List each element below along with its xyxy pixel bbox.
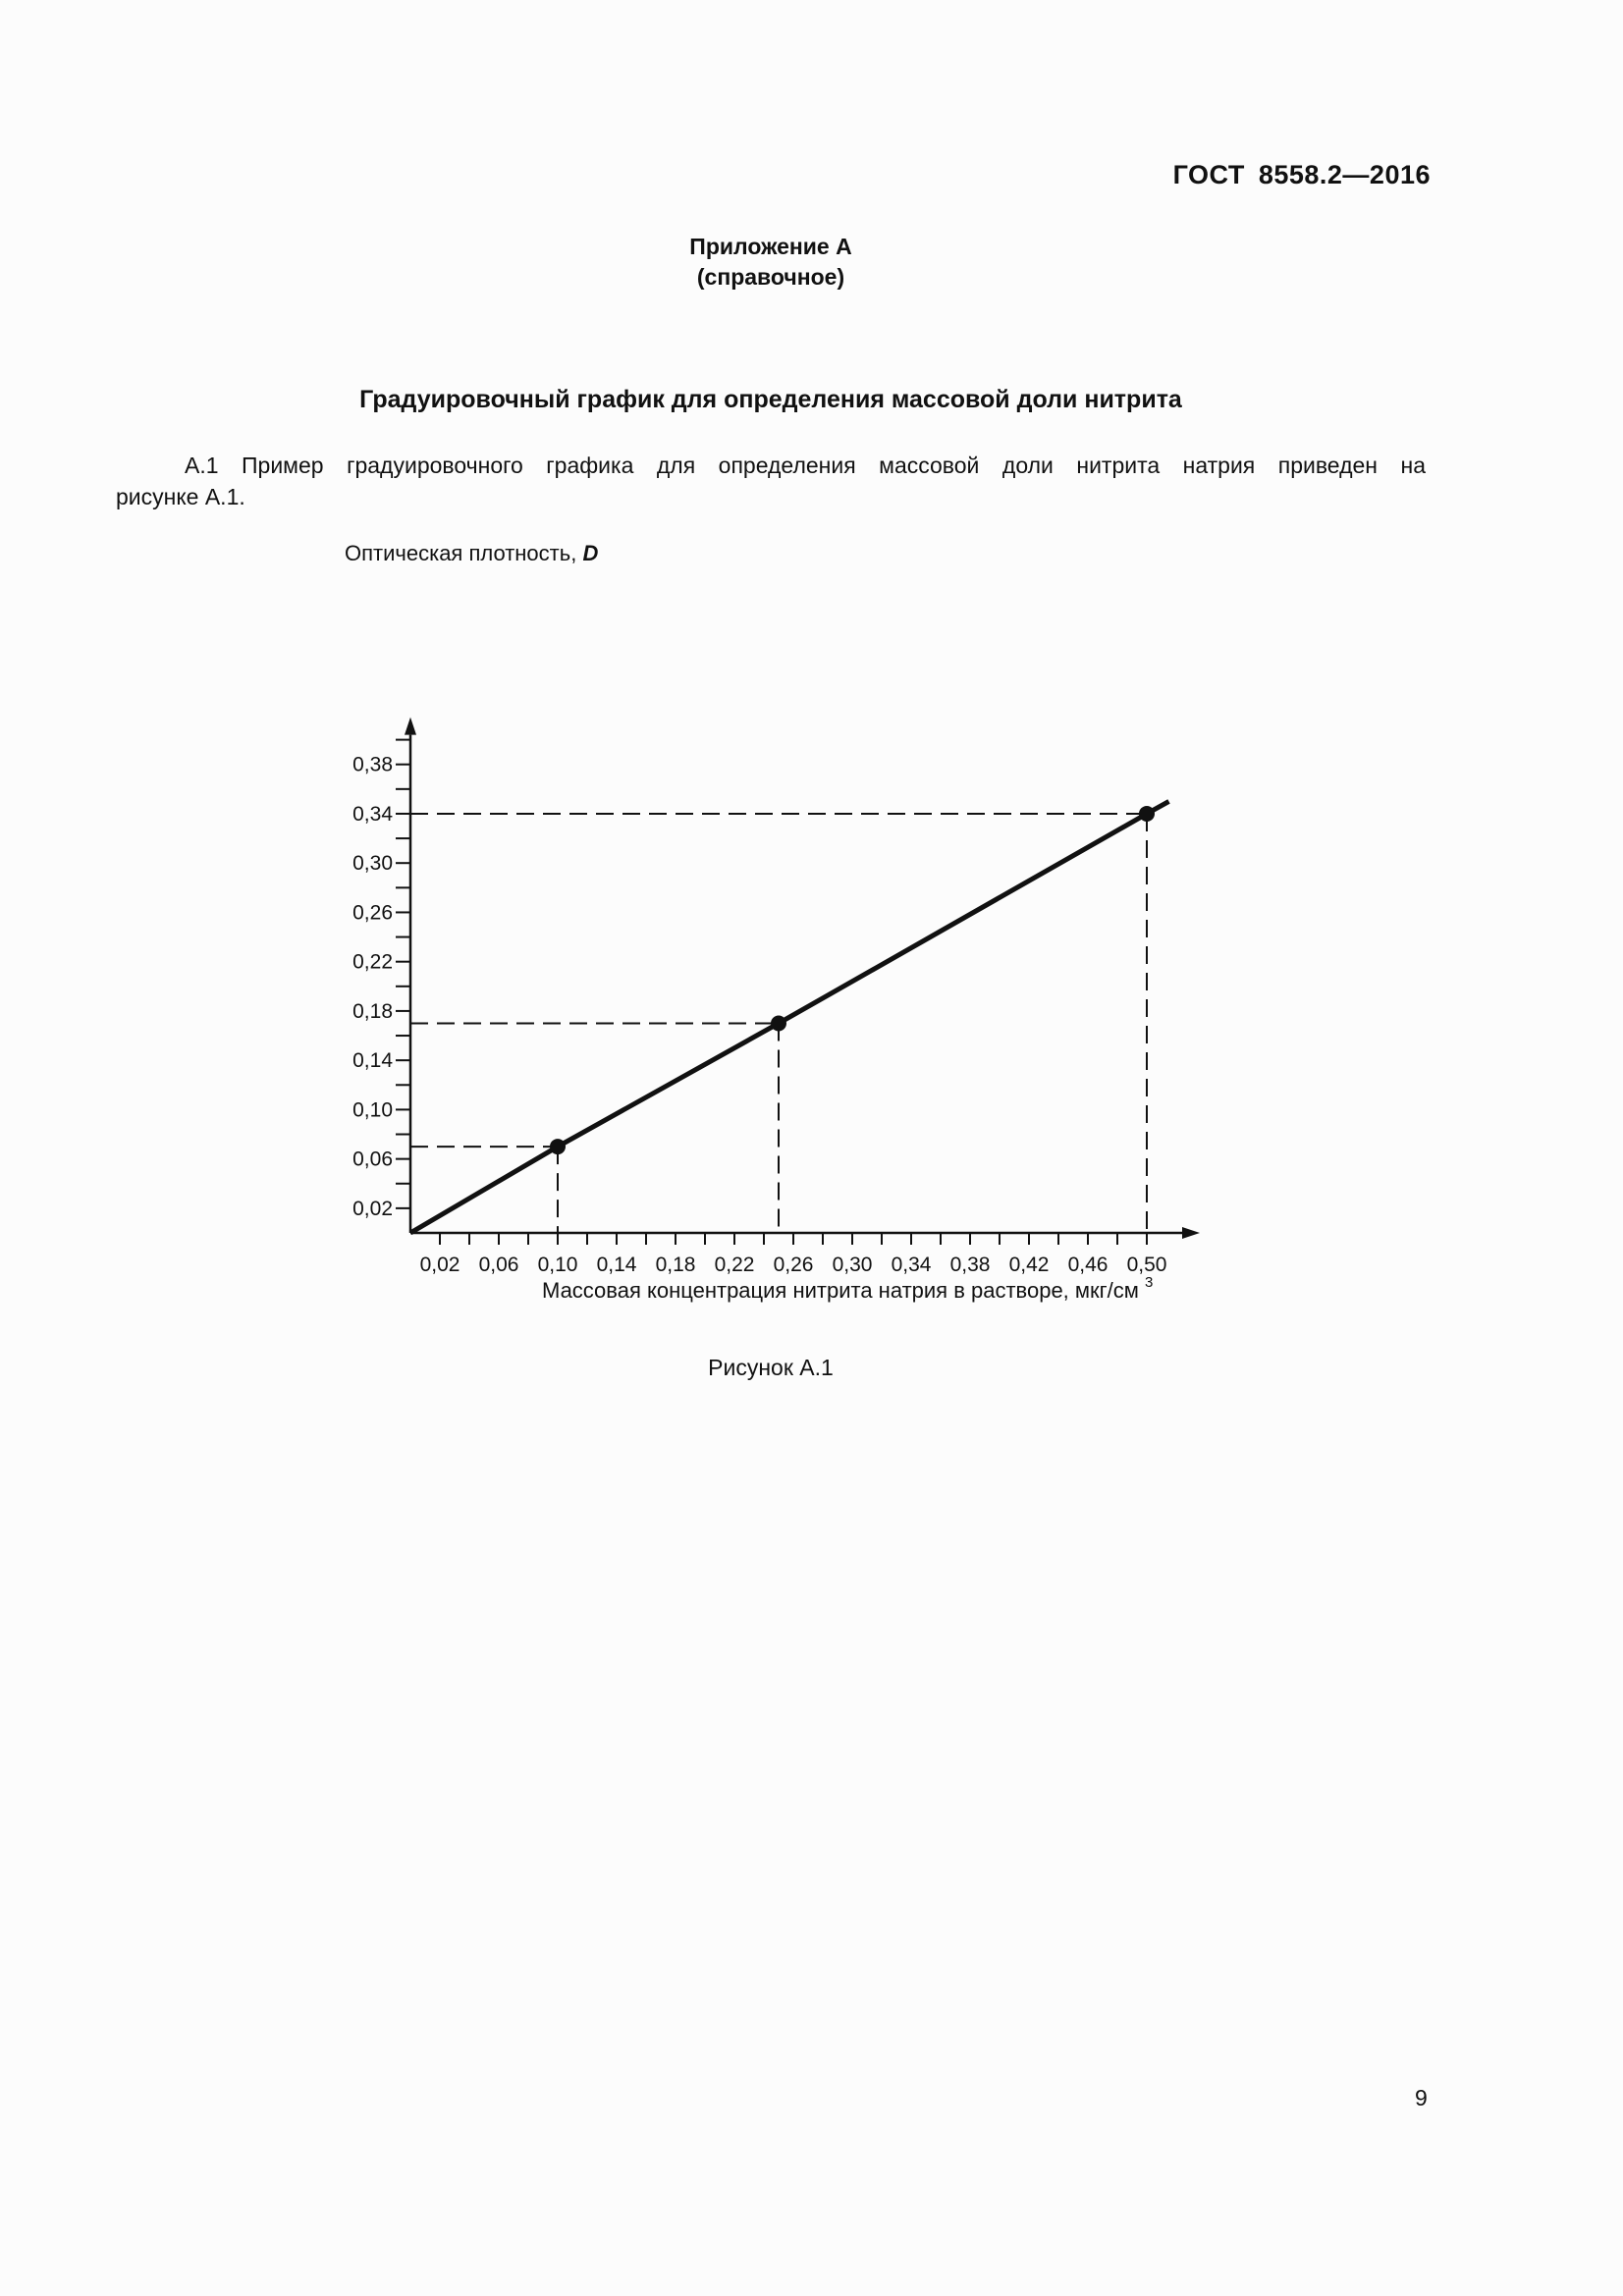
x-tick-label: 0,30 bbox=[832, 1254, 873, 1276]
page-number: 9 bbox=[1415, 2085, 1428, 2110]
x-tick-label: 0,42 bbox=[1008, 1254, 1050, 1276]
section-title: Градуировочный график для определения массовой доли нитрита bbox=[359, 386, 1182, 413]
x-tick-label: 0,38 bbox=[949, 1254, 991, 1276]
annex-subtitle: (справочное) bbox=[696, 264, 845, 290]
y-tick-label: 0,30 bbox=[352, 852, 393, 876]
x-tick-label: 0,26 bbox=[773, 1254, 814, 1276]
paragraph-line-1: А.1 Пример градуировочного графика для определения массовой доли нитрита натрия приведен на bbox=[185, 453, 1426, 478]
x-axis-label bbox=[542, 1274, 1153, 1303]
y-tick-label: 0,38 bbox=[352, 753, 393, 776]
x-tick-label: 0,10 bbox=[537, 1254, 578, 1276]
calibration-line bbox=[410, 801, 1169, 1233]
y-tick-label: 0,06 bbox=[352, 1148, 393, 1171]
y-axis-arrow bbox=[405, 718, 416, 735]
x-tick-label: 0,02 bbox=[419, 1254, 460, 1276]
x-tick-label: 0,06 bbox=[478, 1254, 519, 1276]
x-tick-label: 0,50 bbox=[1126, 1254, 1167, 1276]
figure-caption: Рисунок А.1 bbox=[708, 1355, 834, 1380]
y-tick-label: 0,14 bbox=[352, 1049, 393, 1073]
data-point bbox=[771, 1015, 786, 1031]
x-axis-arrow bbox=[1182, 1227, 1200, 1239]
data-point bbox=[550, 1139, 566, 1154]
x-tick-label: 0,22 bbox=[714, 1254, 755, 1276]
x-tick-label: 0,46 bbox=[1067, 1254, 1109, 1276]
y-tick-label: 0,02 bbox=[352, 1197, 393, 1220]
data-point bbox=[1139, 806, 1155, 822]
y-tick-label: 0,22 bbox=[352, 950, 393, 974]
y-axis-label-symbol: D bbox=[582, 541, 599, 565]
y-tick-label: 0,10 bbox=[352, 1098, 393, 1122]
x-tick-label: 0,34 bbox=[891, 1254, 932, 1276]
y-axis-label bbox=[345, 541, 598, 565]
x-axis-label-superscript: 3 bbox=[1145, 1274, 1154, 1291]
y-tick-label: 0,34 bbox=[352, 802, 393, 826]
document-code: ГОСТ 8558.2—2016 bbox=[1172, 160, 1431, 189]
y-tick-label: 0,26 bbox=[352, 901, 393, 925]
x-tick-label: 0,14 bbox=[596, 1254, 637, 1276]
x-axis-label-text: Массовая концентрация нитрита натрия в растворе, мкг/см bbox=[542, 1278, 1139, 1303]
y-axis-label-text: Оптическая плотность, bbox=[345, 541, 577, 565]
x-tick-label: 0,18 bbox=[655, 1254, 696, 1276]
paragraph-line-2: рисунке А.1. bbox=[116, 484, 245, 509]
annex-title: Приложение А bbox=[689, 234, 852, 259]
y-tick-label: 0,18 bbox=[352, 999, 393, 1023]
